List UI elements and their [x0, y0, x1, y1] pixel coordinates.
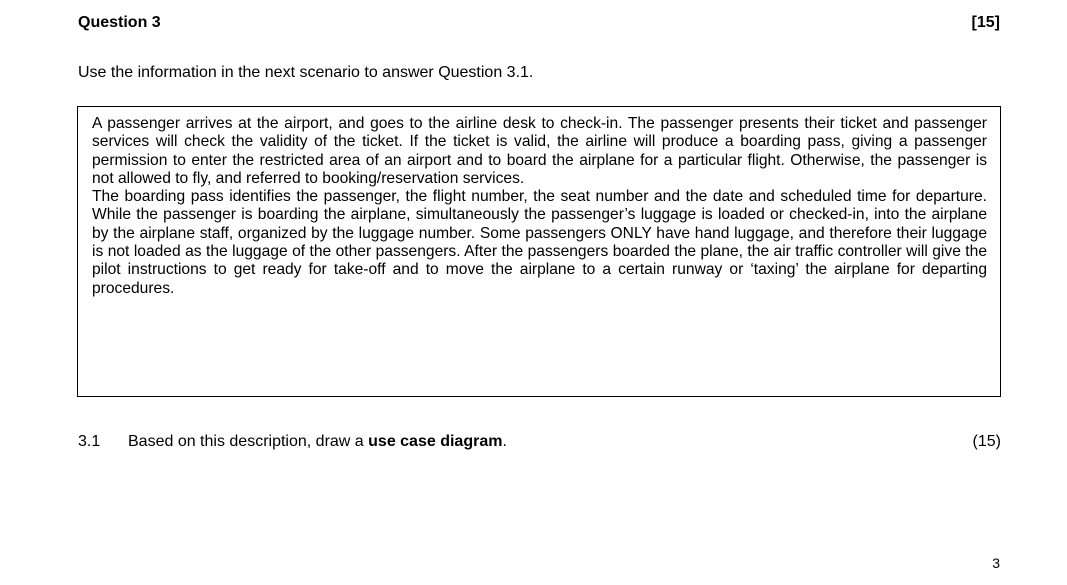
sub-question-marks: (15)	[972, 433, 1001, 450]
question-total-marks: [15]	[971, 14, 1000, 31]
sub-question-number: 3.1	[78, 433, 101, 450]
scenario-box	[77, 106, 1001, 397]
question-heading: Question 3	[78, 14, 161, 31]
sub-question-text-bold: use case diagram	[368, 433, 503, 450]
sub-question-text	[128, 433, 507, 451]
page-number: 3	[992, 555, 1000, 571]
scenario-paragraph-1: A passenger arrives at the airport, and goes to the airline desk to check-in. The passenger presents their ticket and passenger services will check the validity of the ticket. If the ticket is valid, the airline will produce a boarding pass, giving a passenger permission to enter the restricted area of an airport and to board the airplane for a particular flight. Otherwise, the passenger is not allowed to fly, and referred to booking/reservation services.	[92, 115, 987, 187]
scenario-paragraph-2: The boarding pass identifies the passenger, the flight number, the seat number and the date and scheduled time for departure. While the passenger is boarding the airplane, simultaneously the passenger’s luggage is loaded or checked-in, into the airplane by the airplane staff, organized by the luggage number. Some passengers ONLY have hand luggage, and therefore their luggage is not loaded as the luggage of the other passengers. After the passengers boarded the plane, the air traffic controller will give the pilot instructions to get ready for take-off and to move the airplane to a certain runway or ‘taxing’ the airplane for departing procedures.	[92, 188, 987, 297]
sub-question-text-before: Based on this description, draw a	[128, 433, 369, 450]
scenario-instruction: Use the information in the next scenario to answer Question 3.1.	[78, 64, 534, 81]
sub-question-text-after: .	[502, 433, 507, 450]
